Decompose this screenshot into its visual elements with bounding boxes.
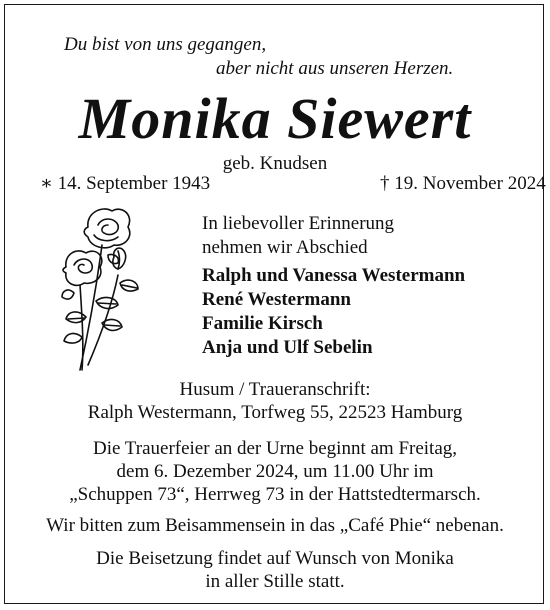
mourner-name: Anja und Ulf Sebelin xyxy=(202,337,373,358)
deceased-name: Monika Siewert xyxy=(78,86,472,151)
service-line-2: dem 6. Dezember 2024, um 11.00 Uhr im xyxy=(116,461,434,482)
burial-line-2: in aller Stille statt. xyxy=(205,571,345,592)
death-date: † 19. November 2024 xyxy=(380,173,546,194)
birth-date: ∗ 14. September 1943 xyxy=(40,173,211,194)
burial-line-1: Die Beisetzung findet auf Wunsch von Monika xyxy=(96,548,454,569)
service-line-1: Die Trauerfeier an der Urne beginnt am Freitag, xyxy=(92,438,458,459)
mourner-name: René Westermann xyxy=(202,289,351,310)
rose-icon xyxy=(58,205,148,375)
quote-line-2: aber nicht aus unseren Herzen. xyxy=(216,58,454,79)
quote-line-1: Du bist von uns gegangen, xyxy=(64,34,267,55)
gathering-line: Wir bitten zum Beisammensein in das „Café Phie“ nebenan. xyxy=(46,515,504,536)
address-line-1: Husum / Traueranschrift: xyxy=(179,379,371,400)
service-line-3: „Schuppen 73“, Herrweg 73 in der Hattstedtermarsch. xyxy=(69,484,481,505)
mourners-intro-2: nehmen wir Abschied xyxy=(202,237,368,258)
address-line-2: Ralph Westermann, Torfweg 55, 22523 Hamburg xyxy=(87,402,463,423)
mourners-intro-1: In liebevoller Erinnerung xyxy=(202,213,395,234)
birth-name: geb. Knudsen xyxy=(222,153,328,174)
mourners-block xyxy=(202,212,465,360)
mourner-name: Ralph und Vanessa Westermann xyxy=(202,265,466,286)
mourner-name: Familie Kirsch xyxy=(202,313,323,334)
